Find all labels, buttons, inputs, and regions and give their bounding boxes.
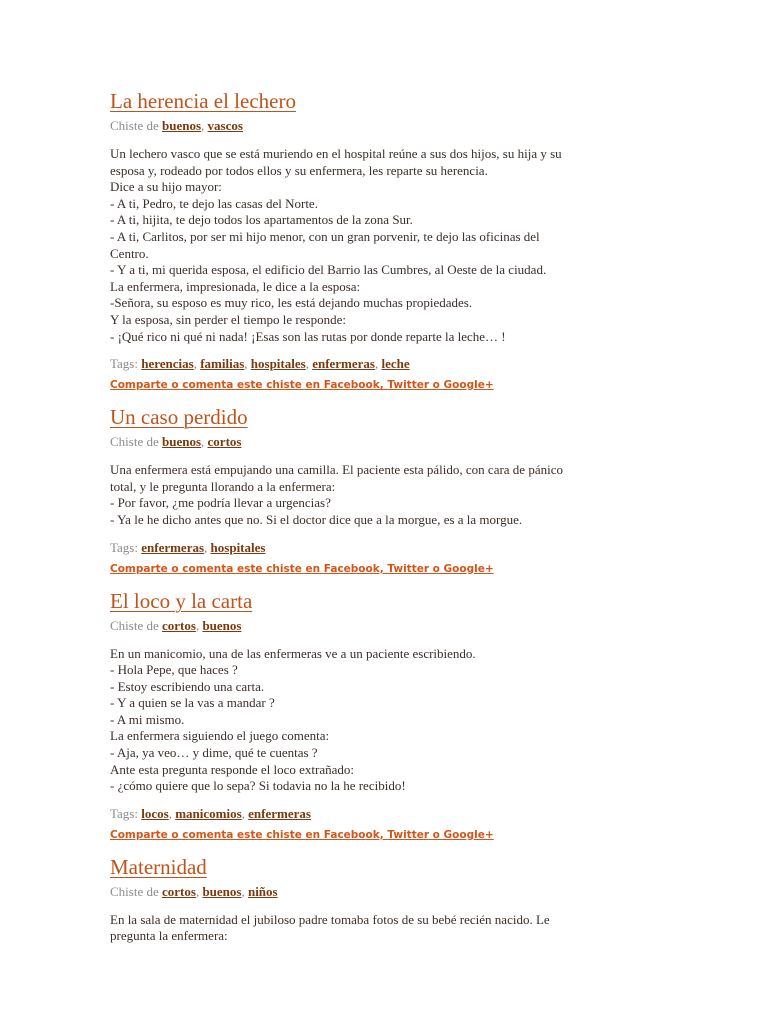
tag-link[interactable]: enfermeras	[248, 805, 311, 821]
joke-body	[110, 912, 650, 945]
tags-prefix: Tags:	[110, 356, 142, 372]
tag-link[interactable]: leche	[381, 356, 410, 372]
joke-body	[110, 646, 650, 795]
category-link[interactable]: buenos	[202, 617, 242, 633]
body-line: pregunta la enfermera:	[110, 928, 228, 944]
body-line: esposa y, rodeado por todos ellos y su enfermera, les reparte su herencia.	[110, 162, 488, 178]
body-line: Una enfermera está empujando una camilla. El paciente esta pálido, con cara de pánico	[110, 462, 563, 478]
tag-link[interactable]: hospitales	[210, 539, 266, 555]
category-link[interactable]: cortos	[162, 883, 196, 899]
share-link[interactable]: Comparte o comenta este chiste en Facebook, Twitter o Google+	[110, 379, 494, 392]
joke-title-link[interactable]: La herencia el lechero	[110, 89, 296, 113]
joke-tags: Tags: locos, manicomios, enfermeras	[110, 805, 311, 821]
tag-link[interactable]: manicomios	[175, 805, 242, 821]
joke-entry	[110, 88, 650, 392]
joke-tags: Tags: herencias, familias, hospitales, enfermeras, leche	[110, 356, 410, 372]
body-line: - A ti, Carlitos, por ser mi hijo menor, con un gran porvenir, te dejo las oficinas del	[110, 228, 540, 244]
body-line: Ante esta pregunta responde el loco extrañado:	[110, 761, 355, 777]
body-line: - Hola Pepe, que haces ?	[110, 662, 238, 678]
category-link[interactable]: buenos	[202, 883, 242, 899]
share-link[interactable]: Comparte o comenta este chiste en Facebook, Twitter o Google+	[110, 562, 494, 575]
body-line: - A ti, Pedro, te dejo las casas del Norte.	[110, 195, 318, 211]
tag-link[interactable]: enfermeras	[141, 539, 205, 555]
body-line: La enfermera siguiendo el juego comenta:	[110, 728, 330, 744]
joke-categories: Chiste de buenos, vascos	[110, 118, 243, 133]
category-link[interactable]: buenos	[162, 118, 202, 133]
tags-prefix: Tags:	[110, 539, 142, 555]
joke-entry	[110, 588, 650, 842]
body-line: - A ti, hijita, te dejo todos los apartamentos de la zona Sur.	[110, 212, 413, 228]
body-line: - Ya le he dicho antes que no. Si el doctor dice que a la morgue, es a la morgue.	[110, 511, 523, 527]
body-line: - A mi mismo.	[110, 711, 185, 727]
body-line: En la sala de maternidad el jubiloso padre tomaba fotos de su bebé recién nacido. Le	[110, 911, 550, 927]
joke-body	[110, 462, 650, 528]
body-line: En un manicomio, una de las enfermeras ve a un paciente escribiendo.	[110, 645, 476, 661]
joke-body	[110, 146, 650, 345]
body-line: total, y le pregunta llorando a la enfermera:	[110, 478, 336, 494]
joke-title-link[interactable]: Maternidad	[110, 854, 207, 879]
body-line: La enfermera, impresionada, le dice a la esposa:	[110, 278, 361, 294]
body-line: Y la esposa, sin perder el tiempo le responde:	[110, 311, 346, 327]
category-link[interactable]: buenos	[162, 434, 202, 450]
body-line: - Estoy escribiendo una carta.	[110, 678, 265, 694]
tag-link[interactable]: herencias	[141, 356, 194, 372]
body-line: - ¿cómo quiere que lo sepa? Si todavia no la he recibido!	[110, 778, 406, 794]
joke-title-link[interactable]: Un caso perdido	[110, 405, 248, 430]
category-link[interactable]: cortos	[207, 434, 242, 450]
tag-link[interactable]: familias	[200, 356, 245, 372]
body-line: - Y a ti, mi querida esposa, el edificio del Barrio las Cumbres, al Oeste de la ciudad.	[110, 262, 547, 278]
body-line: Centro.	[110, 245, 149, 261]
joke-categories: Chiste de cortos, buenos, niños	[110, 883, 278, 899]
joke-categories: Chiste de buenos, cortos	[110, 434, 242, 450]
body-line: - Y a quien se la vas a mandar ?	[110, 695, 275, 711]
tag-link[interactable]: hospitales	[250, 356, 306, 372]
categories-prefix: Chiste de	[110, 118, 162, 133]
joke-categories: Chiste de cortos, buenos	[110, 617, 242, 633]
category-link[interactable]: cortos	[162, 617, 196, 633]
tag-link[interactable]: enfermeras	[312, 356, 375, 372]
tags-prefix: Tags:	[110, 805, 142, 821]
body-line: - Aja, ya veo… y dime, qué te cuentas ?	[110, 745, 318, 761]
body-line: - Por favor, ¿me podría llevar a urgencias?	[110, 495, 331, 511]
category-link[interactable]: niños	[247, 883, 278, 899]
joke-title-link[interactable]: El loco y la carta	[110, 588, 253, 613]
share-link[interactable]: Comparte o comenta este chiste en Facebook, Twitter o Google+	[110, 828, 494, 841]
body-line: - ¡Qué rico ni qué ni nada! ¡Esas son las rutas por donde reparte la leche… !	[110, 328, 506, 344]
categories-prefix: Chiste de	[110, 883, 162, 899]
tag-link[interactable]: locos	[141, 805, 169, 821]
categories-prefix: Chiste de	[110, 617, 162, 633]
category-link[interactable]: vascos	[207, 118, 243, 133]
body-line: -Señora, su esposo es muy rico, les está dejando muchas propiedades.	[110, 295, 473, 311]
joke-entry	[110, 404, 650, 575]
body-line: Dice a su hijo mayor:	[110, 179, 222, 195]
body-line: Un lechero vasco que se está muriendo en el hospital reúne a sus dos hijos, su hija y su	[110, 146, 562, 161]
joke-tags: Tags: enfermeras, hospitales	[110, 539, 266, 555]
joke-list	[110, 88, 650, 945]
categories-prefix: Chiste de	[110, 434, 162, 450]
joke-entry	[110, 854, 650, 945]
